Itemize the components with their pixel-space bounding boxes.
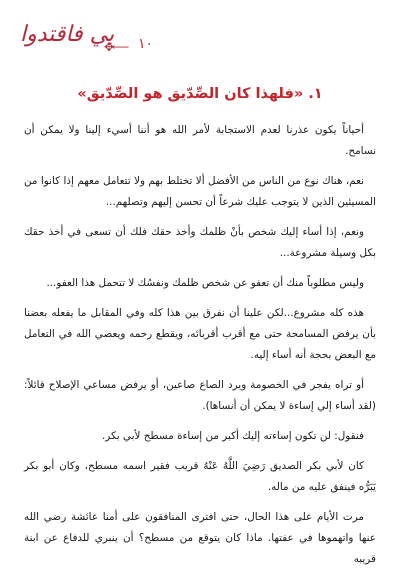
- paragraph: فنقول: لن تكون إساءته إليك أكبر من إساءة مسطح لأبي بكر.: [101, 430, 364, 442]
- paragraph: كان لأبي بكر الصديق رَضِيَ اللَّهُ عَنْهُ قريب فقير اسمه مسطح، وكان أبو بكر يَبَرُّه فينفق عليه من ماله.: [24, 460, 376, 493]
- brand-logo: بي فاقتدوا: [20, 22, 115, 47]
- body-text: [24, 120, 376, 579]
- paragraph: وليس مطلوباً منك أن تعفو عن شخص ظلمك ونفسُك لا تتحمل هذا العفو...: [46, 277, 364, 289]
- page-number: ١٠: [138, 36, 154, 52]
- page-header: [20, 22, 380, 72]
- paragraph: أحياناً يكون عذرنا لعدم الاستجابة لأمر الله هو أننا أسيء إلينا ولا يمكن أن نسامح.: [24, 124, 376, 157]
- paragraph: مرت الأيام على هذا الحال، حتى افترى المنافقون على أمنا عائشة رضي الله عنها واتهموها في عفتها. ماذا كان يتوقع من مسطح؟ أن ينبري للدفاع عن ابنة قريبه: [24, 511, 376, 565]
- paragraph: ونعم، إذا أساء إليك شخص بأنْ ظلمك وأخذ حقك فلك أن تسعى في أخذ حقك بكل وسيلة مشروعة...: [24, 226, 376, 259]
- section-title: ١. «فلهذا كان الصِّدّيق هو الصِّدّيق»: [77, 86, 323, 102]
- ornament-icon: ✥⟵: [104, 40, 128, 54]
- paragraph: أو تراه يفجر في الخصومة ويرد الصاع صاعين، أو يرفض مساعي الإصلاح قائلاً: (لقد أساء إلي إساءة لا يمكن أن أنساها).: [24, 379, 376, 412]
- paragraph: نعم، هناك نوع من الناس من الأفضل ألا تختلط بهم ولا تتعامل معهم إذا كانوا من المسيئين الذين لا يتوجب عليك شرعاً أن تحسن إليهم وتصلهم...: [24, 175, 376, 208]
- paragraph: هذه كله مشروع...لكن علينا أن نفرق بين هذا كله وفي المقابل ما يفعله بعضنا بأن يرفض المسامحة حتى مع أقرب أقربائه، ويقطع رحمه ويعصي الله في التعامل مع البعض بحجة أنه أساء إليه.: [24, 307, 376, 361]
